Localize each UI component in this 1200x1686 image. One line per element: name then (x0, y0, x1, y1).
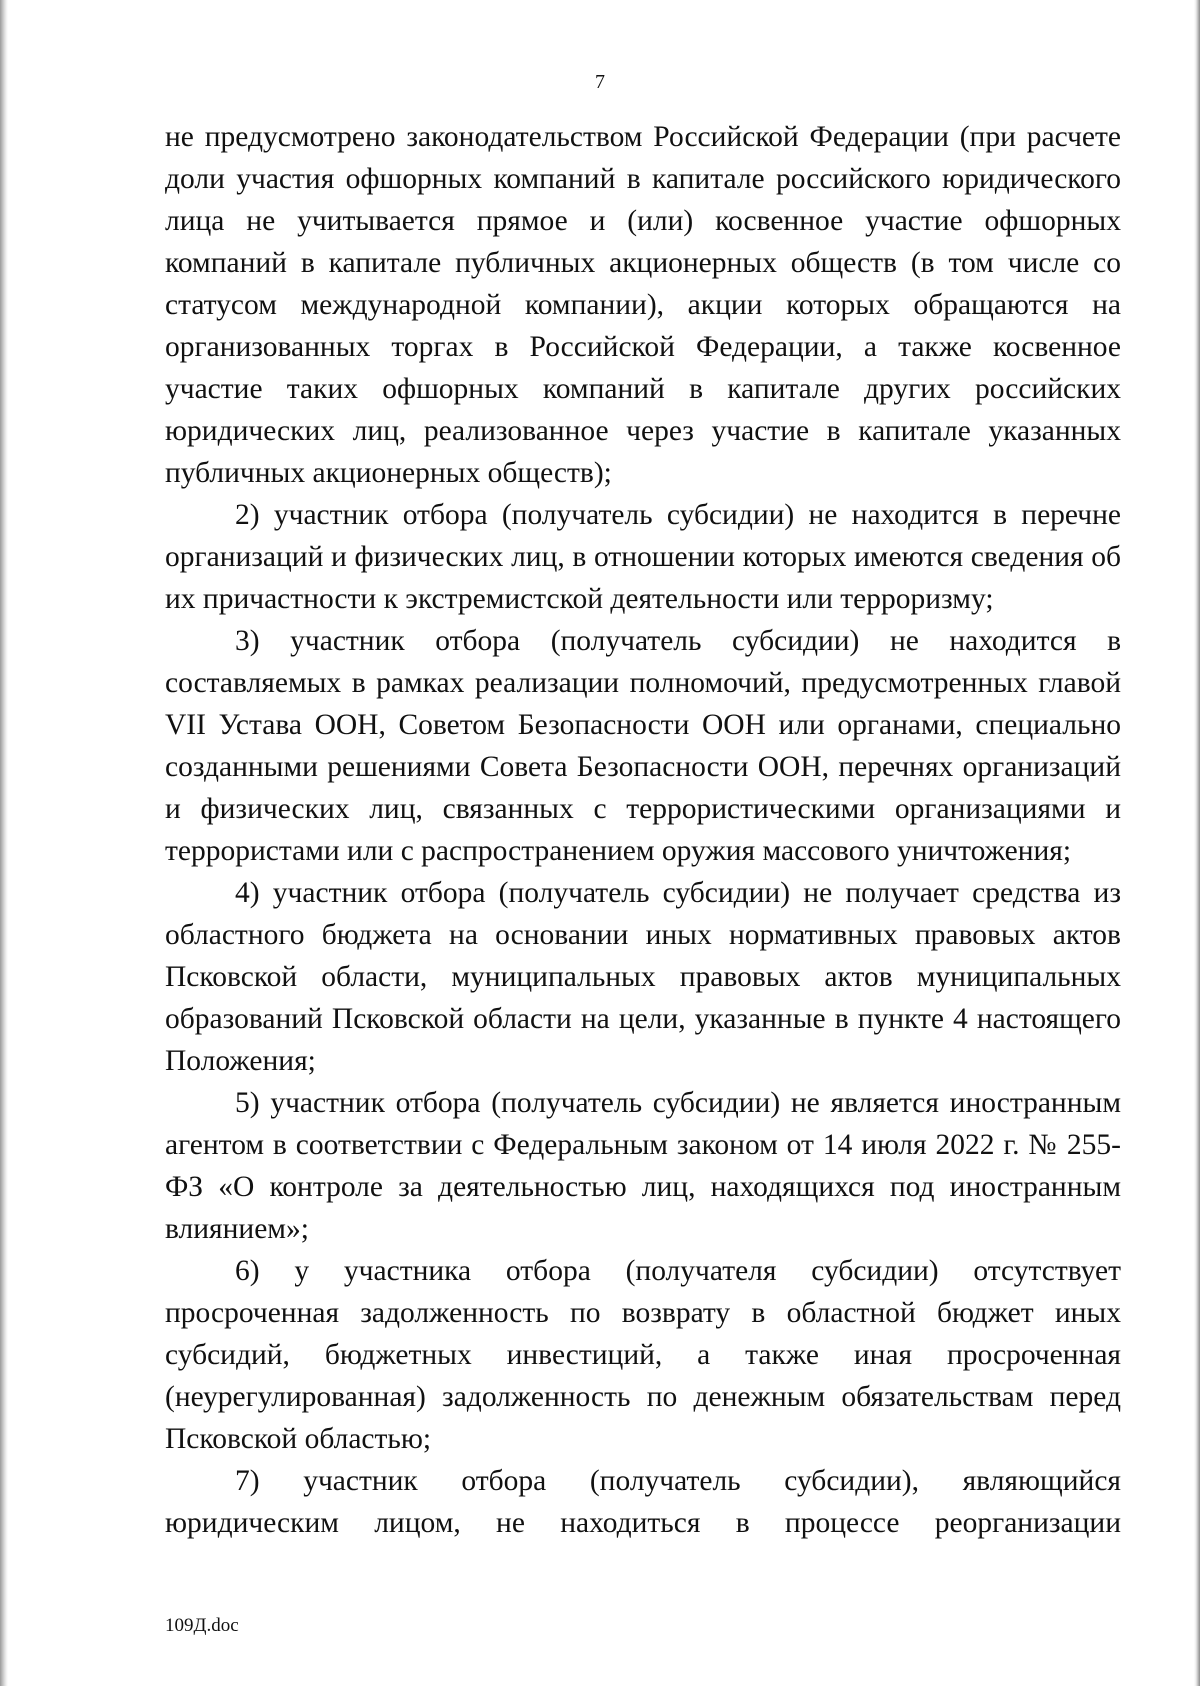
paragraph-item-7: 7) участник отбора (получатель субсидии), являющийся юридическим лицом, не находиться в процессе реорганизации (165, 1465, 1121, 1539)
paragraph-item-2: 2) участник отбора (получатель субсидии) не находится в перечне организаций и физических лиц, в отношении которых имеются сведения об их причастности к экстремистской деятельности или терроризму; (165, 499, 1121, 615)
paragraph-item-4: 4) участник отбора (получатель субсидии) не получает средства из областного бюджета на основании иных нормативных правовых актов Псковской области, муниципальных правовых актов муниципальных образований Псковской области на цели, указанные в пункте 4 настоящего Положения; (165, 877, 1121, 1077)
paragraph-item-3: 3) участник отбора (получатель субсидии) не находится в составляемых в рамках реализации полномочий, предусмотренных главой VII Устава ООН, Советом Безопасности ООН или органами, специально созданными решениями Совета Безопасности ООН, перечнях организаций и физических лиц, связанных с террористическими организациями и террористами или с распространением оружия массового уничтожения; (165, 625, 1121, 867)
paragraph-item-6: 6) у участника отбора (получателя субсидии) отсутствует просроченная задолженность по возврату в областной бюджет иных субсидий, бюджетных инвестиций, а также иная просроченная (неурегулированная) задолженность по денежным обязательствам перед Псковской областью; (165, 1255, 1121, 1455)
document-body (165, 116, 1121, 1544)
page-number: 7 (595, 71, 605, 93)
footer-file-name: 109Д.doc (165, 1615, 239, 1636)
scan-edge-left (0, 0, 8, 1686)
scan-edge-right (1194, 0, 1200, 1686)
paragraph-item-5: 5) участник отбора (получатель субсидии) не является иностранным агентом в соответствии с Федеральным законом от 14 июля 2022 г. № 255-ФЗ «О контроле за деятельностью лиц, находящихся под иностранным влиянием»; (165, 1087, 1121, 1245)
paragraph-offshore-continuation: не предусмотрено законодательством Российской Федерации (при расчете доли участия офшорных компаний в капитале российского юридического лица не учитывается прямое и (или) косвенное участие офшорных компаний в капитале публичных акционерных обществ (в том числе со статусом международной компании), акции которых обращаются на организованных торгах в Российской Федерации, а также косвенное участие таких офшорных компаний в капитале других российских юридических лиц, реализованное через участие в капитале указанных публичных акционерных обществ); (165, 121, 1121, 489)
